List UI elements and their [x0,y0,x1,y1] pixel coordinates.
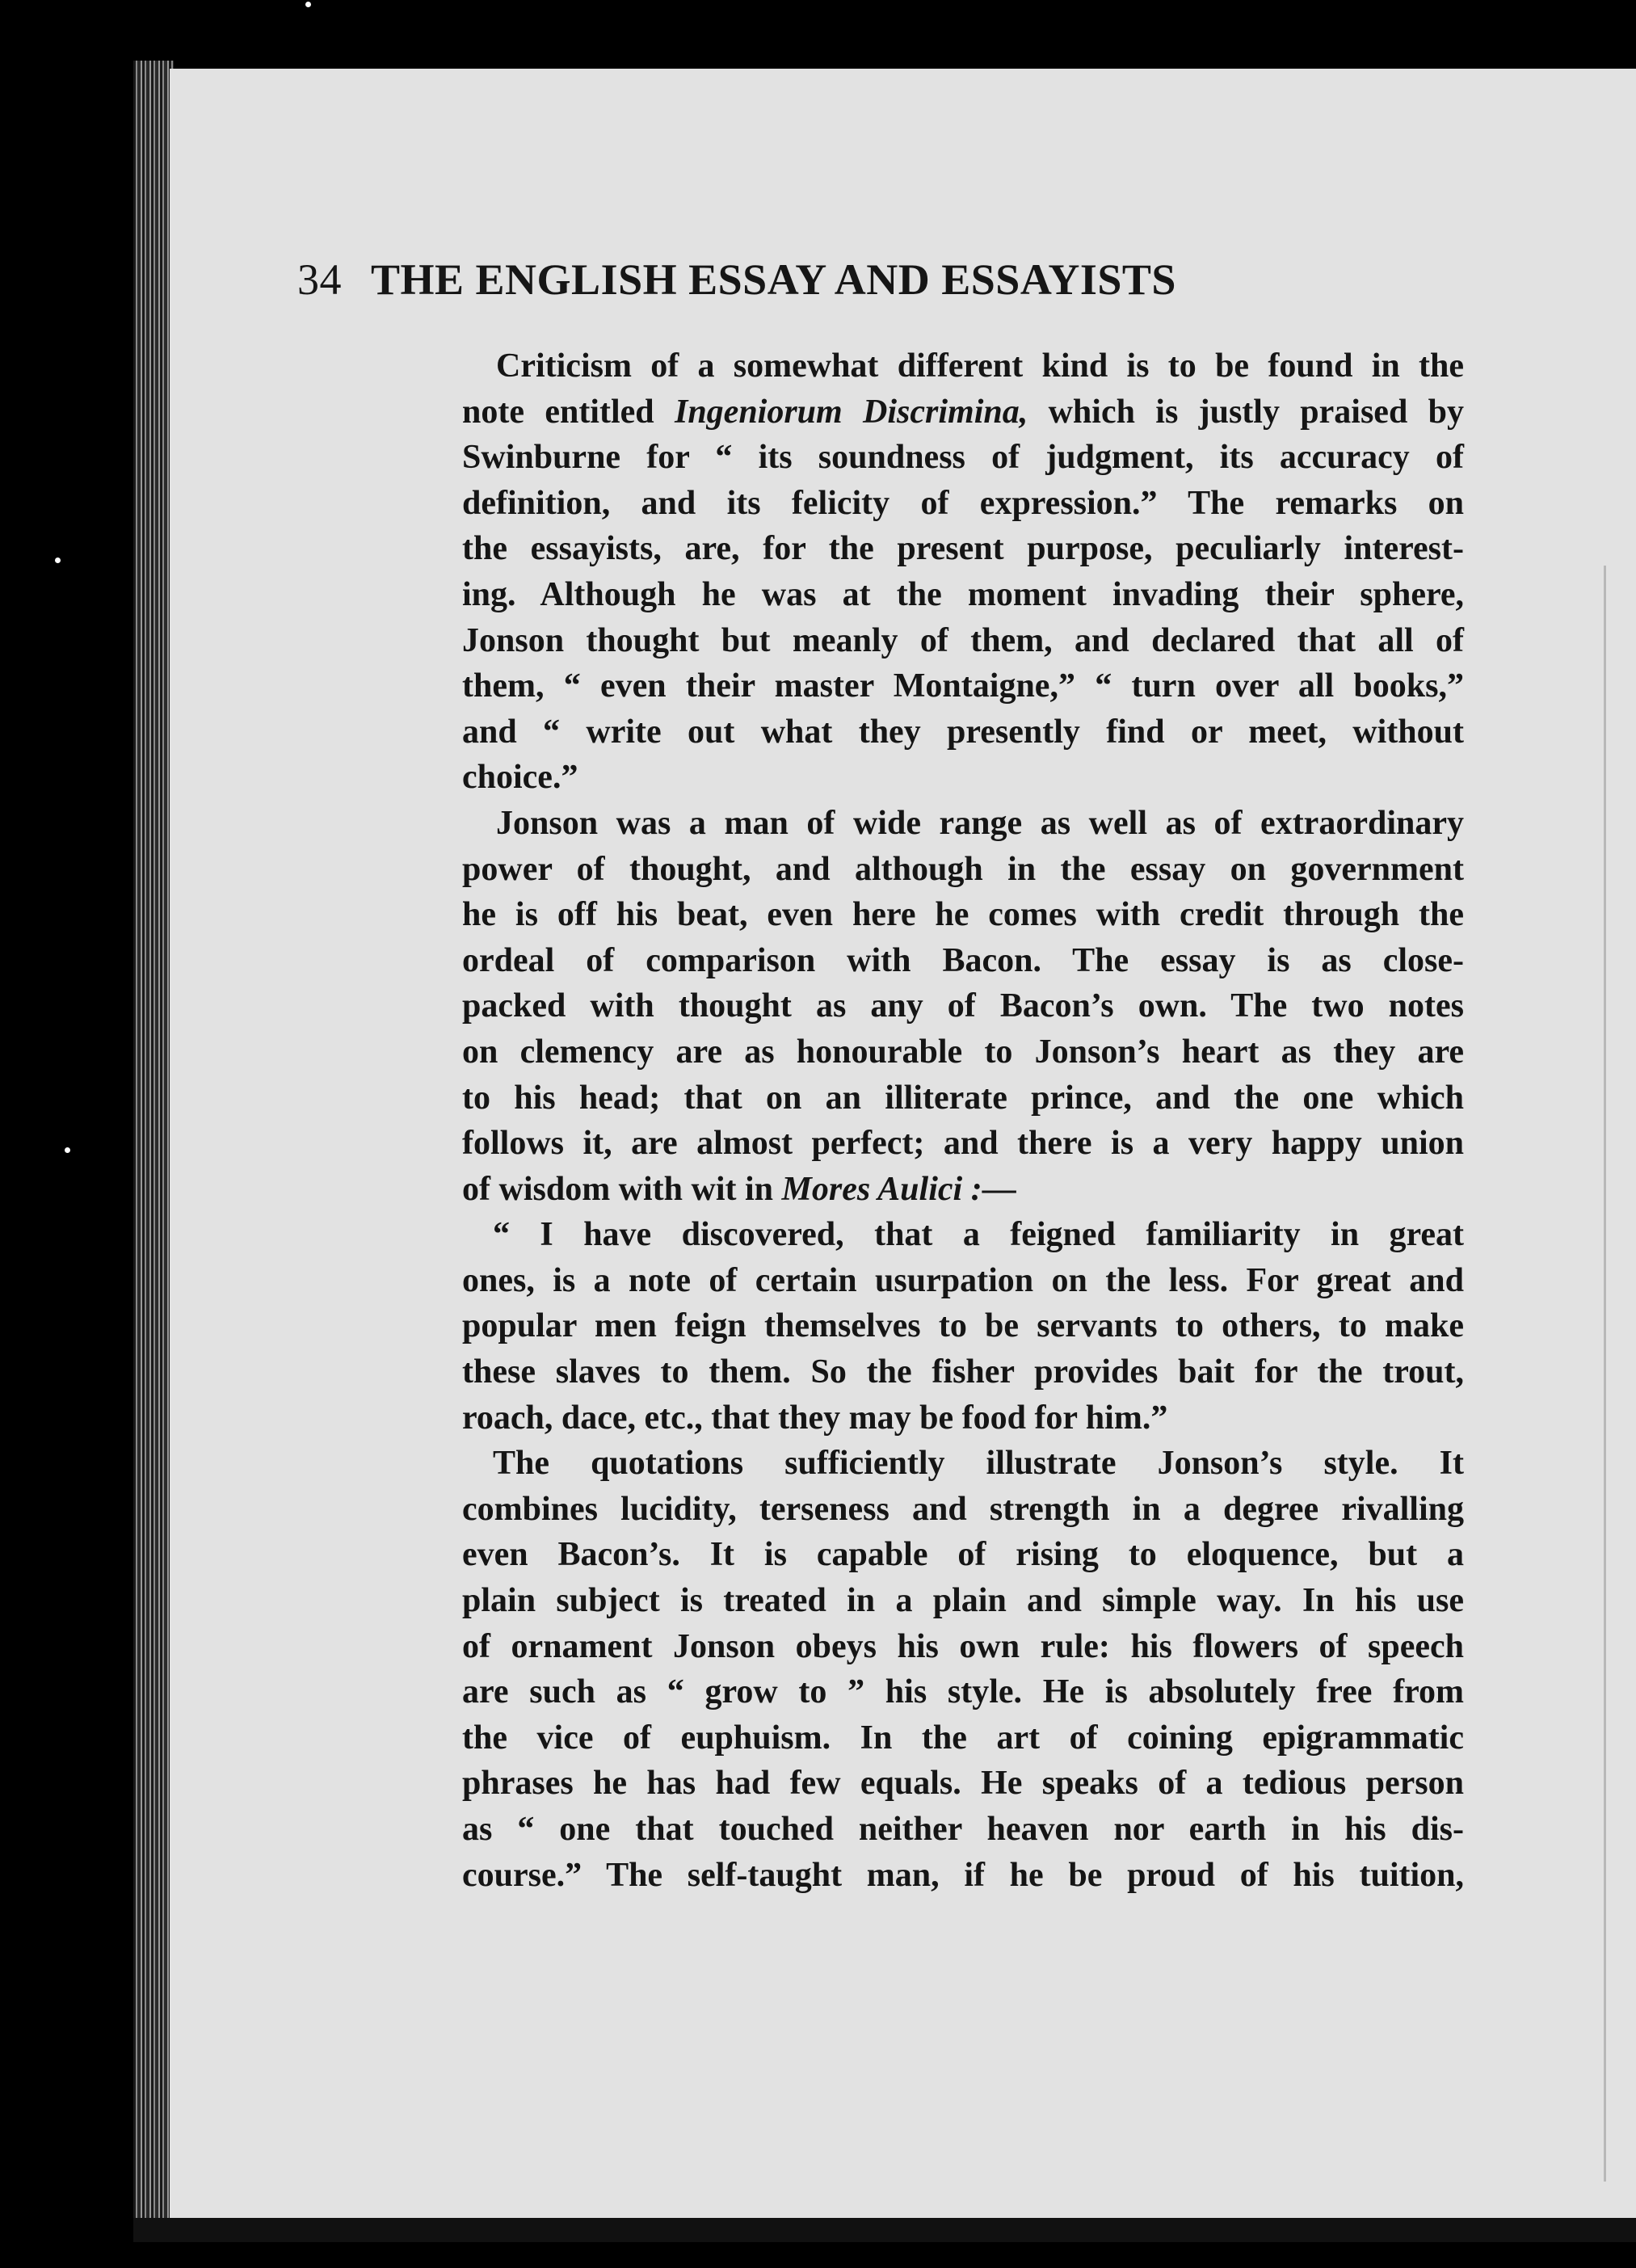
page-bottom-shadow [133,2218,1636,2242]
line-text: — [982,1170,1016,1208]
text-line: he is off his beat, even here he comes with credit through the [462,896,1464,934]
scan-speck [305,2,311,7]
text-line: The quotations sufficiently illustrate Jonson’s style. It [493,1445,1464,1483]
text-line: of ornament Jonson obeys his own rule: his flowers of speech [462,1627,1464,1665]
scan-speck [65,1147,70,1153]
italic-title: Ingeniorum Discrimina, [674,393,1028,431]
body-text [462,343,1464,1898]
text-line: them, “ even their master Montaigne,” “ turn over all books,” [462,667,1464,705]
text-line: as “ one that touched neither heaven nor earth in his dis- [462,1811,1464,1848]
text-line: on clemency are as honourable to Jonson’s heart as they are [462,1033,1464,1071]
text-line: Jonson was a man of wide range as well as of extraordinary [496,804,1464,842]
text-line: and “ write out what they presently find or meet, without [462,713,1464,751]
running-title: THE ENGLISH ESSAY AND ESSAYISTS [371,255,1176,304]
page-number: 34 [297,255,342,304]
text-line: follows it, are almost perfect; and there is a very happy union [462,1125,1464,1163]
margin-rule [1604,566,1606,2182]
line-text: which is justly praised by [1028,393,1464,431]
text-line: ones, is a note of certain usurpation on the less. For great and [462,1261,1464,1299]
text-line: roach, dace, etc., that they may be food for him.” [462,1399,1168,1437]
running-header [297,255,1428,319]
text-line: ordeal of comparison with Bacon. The essay is as close- [462,941,1464,979]
text-line: ing. Although he was at the moment invading their sphere, [462,575,1464,613]
text-line: the vice of euphuism. In the art of coining epigrammatic [462,1719,1464,1757]
line-text: note entitled [462,393,675,431]
text-line [462,1167,1464,1213]
text-line: to his head; that on an illiterate prince, and the one which [462,1079,1464,1117]
text-line [462,389,1464,436]
text-line: “ I have discovered, that a feigned familiarity in great [493,1216,1464,1254]
italic-title: Mores Aulici : [781,1170,982,1208]
text-line: packed with thought as any of Bacon’s own. The two notes [462,987,1464,1025]
text-line: course.” The self-taught man, if he be proud of his tuition, [462,1856,1464,1894]
text-line: the essayists, are, for the present purpose, peculiarly interest- [462,530,1464,568]
text-line: definition, and its felicity of expression.” The remarks on [462,484,1464,522]
text-line: Swinburne for “ its soundness of judgment, its accuracy of [462,439,1464,477]
text-line: Jonson thought but meanly of them, and declared that all of [462,621,1464,659]
book-page-edges [133,61,174,2242]
text-line: Criticism of a somewhat different kind is to be found in the [496,347,1464,385]
line-text: of wisdom with wit in [462,1170,782,1208]
text-line: phrases he has had few equals. He speaks of a tedious person [462,1765,1464,1803]
text-line: combines lucidity, terseness and strength in a degree rivalling [462,1490,1464,1528]
text-line: choice.” [462,759,578,797]
text-line: power of thought, and although in the essay on government [462,850,1464,888]
text-line: even Bacon’s. It is capable of rising to eloquence, but a [462,1536,1464,1574]
text-line: these slaves to them. So the fisher provides bait for the trout, [462,1353,1464,1391]
scan-speck [55,558,61,563]
text-line: plain subject is treated in a plain and simple way. In his use [462,1582,1464,1620]
text-line: are such as “ grow to ” his style. He is absolutely free from [462,1673,1464,1711]
text-line: popular men feign themselves to be servants to others, to make [462,1307,1464,1345]
